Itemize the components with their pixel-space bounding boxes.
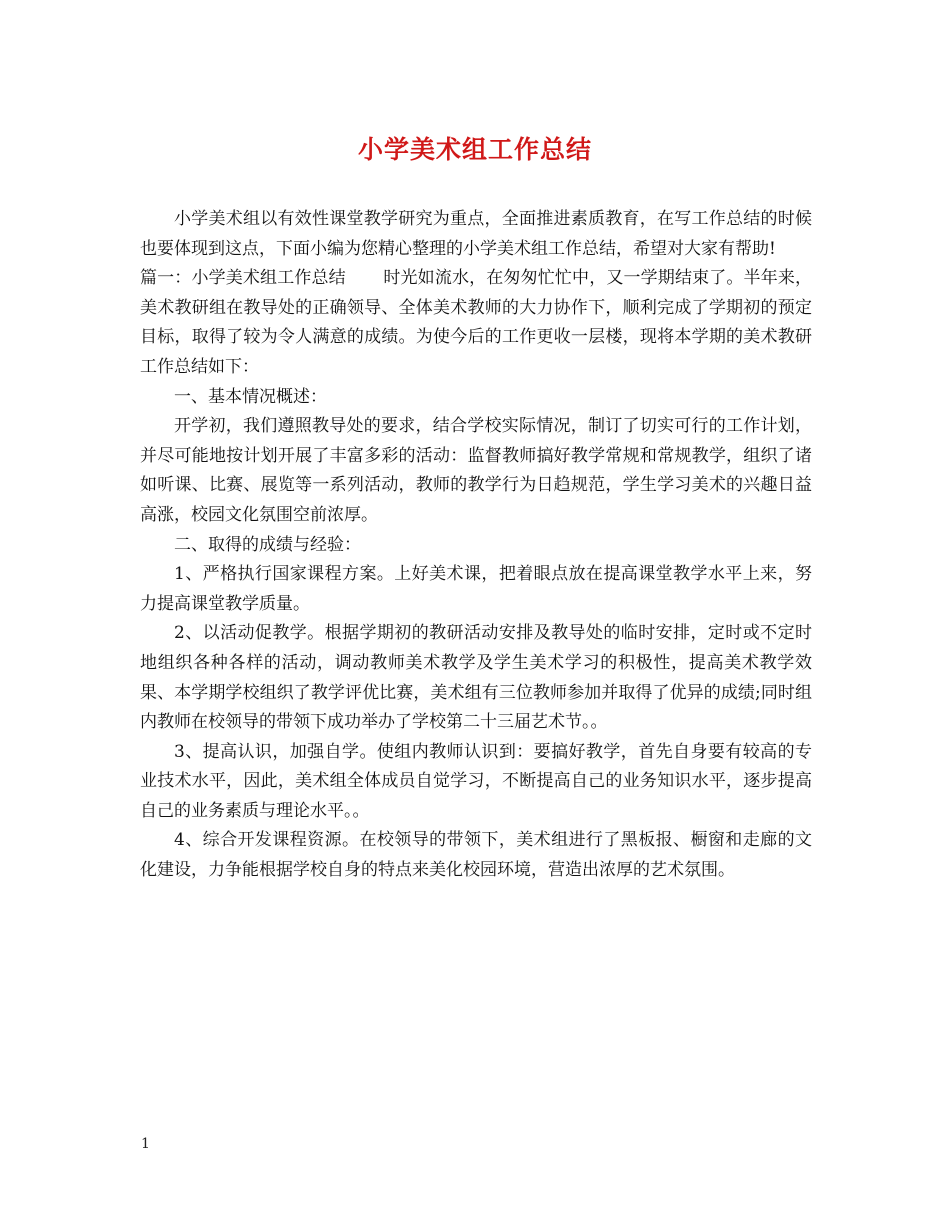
article-opening: 时光如流水，在匆匆忙忙中，又一学期结束了。半年来，美术教研组在教导处的正确领导、全体美术教师的大力协作下，顺利完成了学期初的预定目标，取得了较为令人满意的成绩。为使今后的工作更收一层楼，现将本学期的美术教研工作总结如下：: [140, 268, 813, 377]
page-number: 1: [141, 1136, 150, 1152]
intro-paragraph: 小学美术组以有效性课堂教学研究为重点，全面推进素质教育，在写工作总结的时候也要体现到这点，下面小编为您精心整理的小学美术组工作总结，希望对大家有帮助!: [140, 209, 812, 259]
section-heading-basic: 一、基本情况概述：: [174, 386, 327, 407]
list-item-3: 3、提高认识，加强自学。使组内教师认识到：要搞好教学，首先自身要有较高的专业技术水平，因此，美术组全体成员自觉学习，不断提高自己的业务知识水平，逐步提高自己的业务素质与理论水平。。: [140, 741, 812, 821]
document-body: [140, 205, 812, 886]
article-paragraph: [140, 264, 812, 382]
section-heading-achievements: 二、取得的成绩与经验：: [174, 534, 361, 555]
article-label: 篇一：小学美术组工作总结: [140, 268, 346, 289]
list-item-2: 2、以活动促教学。根据学期初的教研活动安排及教导处的临时安排，定时或不定时地组织各种各样的活动，调动教师美术教学及学生美术学习的积极性，提高美术教学效果、本学期学校组织了教学评优比赛，美术组有三位教师参加并取得了优异的成绩;同时组内教师在校领导的带领下成功举办了学校第二十三届艺术节。。: [140, 623, 812, 733]
list-item-1: 1、严格执行国家课程方案。上好美术课，把着眼点放在提高课堂教学水平上来，努力提高课堂教学质量。: [140, 564, 812, 614]
section-basic-paragraph: 开学初，我们遵照教导处的要求，结合学校实际情况，制订了切实可行的工作计划，并尽可能地按计划开展了丰富多彩的活动：监督教师搞好教学常规和常规教学，组织了诸如听课、比赛、展览等一系列活动，教师的教学行为日趋规范，学生学习美术的兴趣日益高涨，校园文化氛围空前浓厚。: [140, 416, 812, 525]
list-item-4: 4、综合开发课程资源。在校领导的带领下，美术组进行了黑板报、橱窗和走廊的文化建设，力争能根据学校自身的特点来美化校园环境，营造出浓厚的艺术氛围。: [140, 830, 812, 881]
document-title: 小学美术组工作总结: [357, 135, 592, 164]
